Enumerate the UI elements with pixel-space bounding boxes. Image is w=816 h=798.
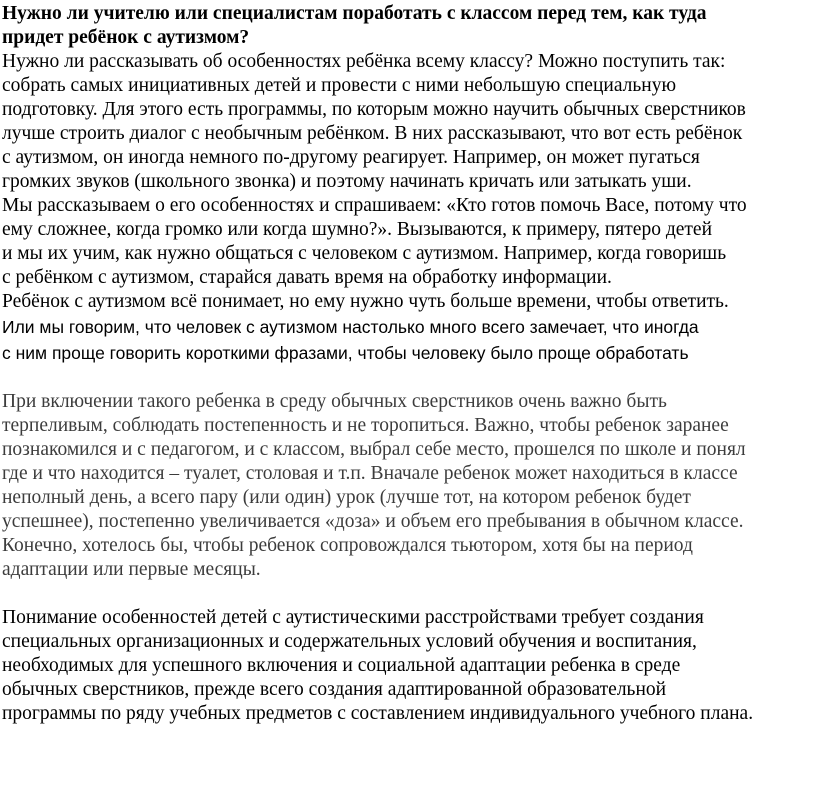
text-line: Конечно, хотелось бы, чтобы ребенок сопровождался тьютором, хотя бы на период — [2, 535, 693, 556]
paragraph-gap — [2, 582, 816, 606]
text-line: подготовку. Для этого есть программы, по которым можно научить обычных сверстников — [2, 99, 746, 120]
text-line: громких звуков (школьного звонка) и поэтому начинать кричать или затыкать уши. — [2, 171, 692, 192]
text-line: с аутизмом, он иногда немного по-другому реагирует. Например, он может пугаться — [2, 147, 700, 168]
title-line: придет ребёнок с аутизмом? — [2, 27, 250, 48]
text-line: с ребёнком с аутизмом, старайся давать время на обработку информации. — [2, 267, 612, 288]
paragraph-gap — [2, 366, 816, 390]
text-line: необходимых для успешного включения и социальной адаптации ребенка в среде — [2, 655, 681, 676]
text-line: познакомился и с педагогом, и с классом, выбрал себе место, прошелся по школе и понял — [2, 439, 746, 460]
interview-paragraph — [2, 50, 816, 314]
text-line: и мы их учим, как нужно общаться с человеком с аутизмом. Например, когда говоришь — [2, 243, 727, 264]
text-line: Понимание особенностей детей с аутистическими расстройствами требует создания — [2, 607, 704, 628]
text-line: При включении такого ребенка в среду обычных сверстников очень важно быть — [2, 391, 667, 412]
text-line: где и что находится – туалет, столовая и т.п. Вначале ребенок может находиться в классе — [2, 463, 738, 484]
text-line: Или мы говорим, что человек с аутизмом настолько много всего замечает, что иногда — [2, 317, 699, 337]
understanding-paragraph — [2, 606, 816, 726]
text-line: специальных организационных и содержательных условий обучения и воспитания, — [2, 631, 697, 652]
text-line: неполный день, а всего пару (или один) урок (лучше тот, на котором ребенок будет — [2, 487, 691, 508]
inclusion-paragraph — [2, 390, 816, 582]
text-line: с ним проще говорить короткими фразами, чтобы человеку было проще обработать — [2, 343, 689, 363]
text-line: Мы рассказываем о его особенностях и спрашиваем: «Кто готов помочь Васе, потому что — [2, 195, 747, 216]
text-line: Ребёнок с аутизмом всё понимает, но ему нужно чуть больше времени, чтобы ответить. — [2, 291, 729, 312]
text-line: адаптации или первые месяцы. — [2, 559, 261, 580]
text-line: обычных сверстников, прежде всего создания адаптированной образовательной — [2, 679, 667, 700]
text-line: ему сложнее, когда громко или когда шумно?». Вызываются, к примеру, пятеро детей — [2, 219, 713, 240]
text-line: лучше строить диалог с необычным ребёнком. В них рассказывают, что вот есть ребёнок — [2, 123, 743, 144]
text-line: собрать самых инициативных детей и провести с ними небольшую специальную — [2, 75, 677, 96]
text-line: Нужно ли рассказывать об особенностях ребёнка всему классу? Можно поступить так: — [2, 51, 726, 72]
sans-paragraph — [2, 314, 816, 366]
text-line: терпеливым, соблюдать постепенность и не торопиться. Важно, чтобы ребенок заранее — [2, 415, 729, 436]
title-line: Нужно ли учителю или специалистам поработать с классом перед тем, как туда — [2, 3, 707, 24]
text-line: успешнее), постепенно увеличивается «доза» и объем его пребывания в обычном классе. — [2, 511, 744, 532]
text-line: программы по ряду учебных предметов с составлением индивидуального учебного плана. — [2, 703, 754, 724]
document-title — [2, 2, 816, 50]
